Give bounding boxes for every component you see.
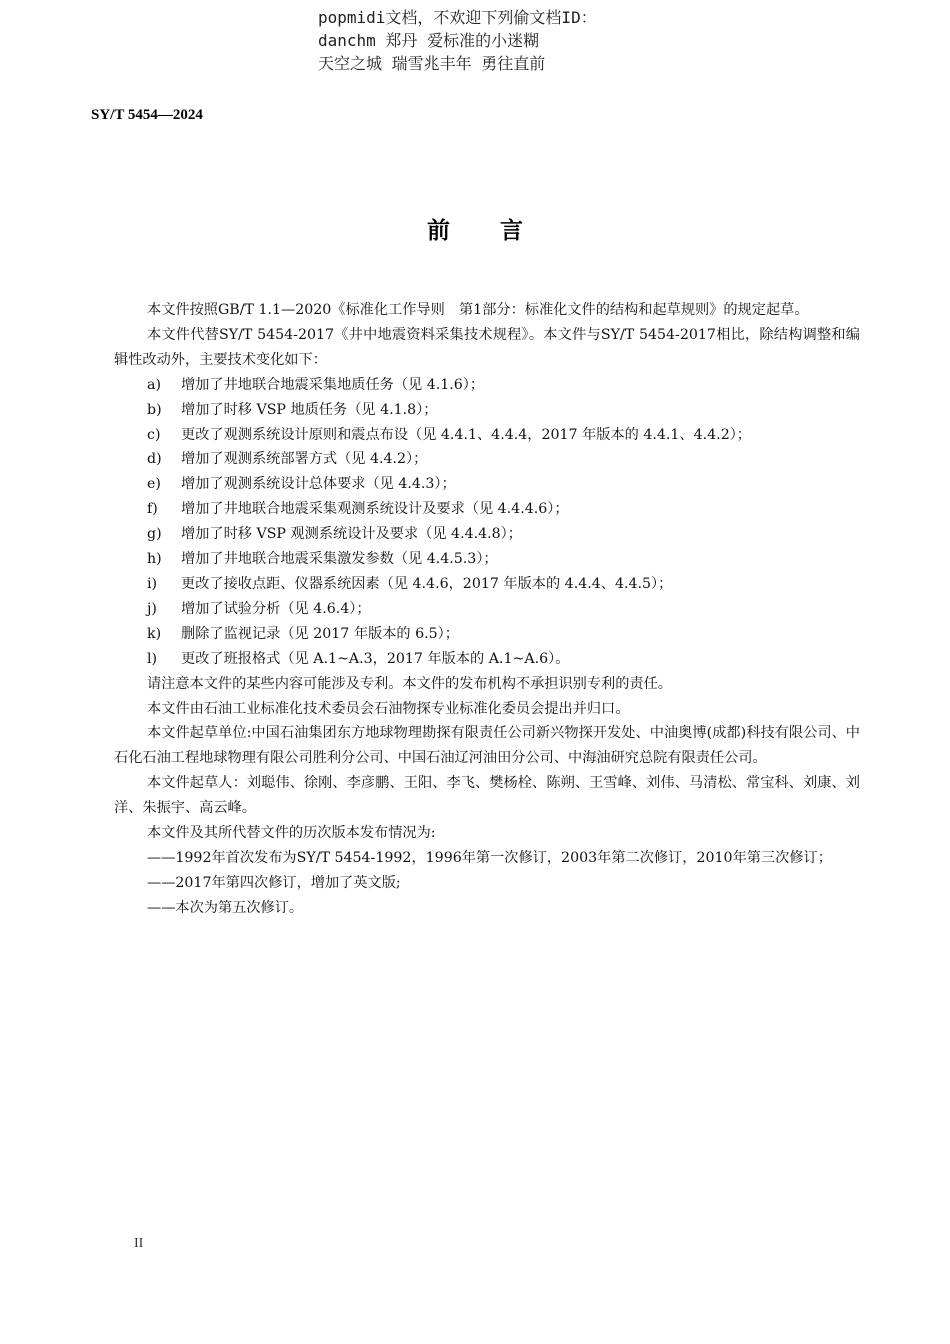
patent-notice: 请注意本文件的某些内容可能涉及专利。本文件的发布机构不承担识别专利的责任。 [147,675,672,692]
list-item-text: 增加了井地联合地震采集激发参数（见 4.4.5.3）； [181,551,498,568]
list-marker: h) [147,551,162,568]
list-item [114,398,860,423]
list-item [114,622,860,647]
history-heading: 本文件及其所代替文件的历次版本发布情况为: [147,825,436,842]
page-title: 前言 [427,218,573,244]
list-marker: b) [147,401,162,418]
watermark-line-3: 天空之城 瑞雪兆丰年 勇往直前 [318,54,546,73]
watermark-line-1: popmidi文档，不欢迎下列偷文档ID： [318,8,597,27]
list-marker: c) [147,426,161,443]
standard-code: SY/T 5454—2024 [91,107,203,123]
history-item: ——2017年第四次修订，增加了英文版; [147,874,401,891]
list-marker: i) [147,575,158,592]
list-marker: e) [147,476,161,493]
drafters-paragraph: 本文件起草人：刘聪伟、徐刚、李彦鹏、王阳、李飞、樊杨栓、陈朔、王雪峰、刘伟、马清松、常宝科、刘康、刘洋、朱振宇、高云峰。 [114,775,860,817]
list-item-text: 增加了时移 VSP 地质任务（见 4.1.8）； [181,401,438,418]
proposer-paragraph: 本文件由石油工业标准化技术委员会石油物探专业标准化委员会提出并归口。 [147,700,630,717]
list-marker: d) [147,451,162,468]
list-item [114,423,860,448]
list-marker: f) [147,501,158,518]
list-item [114,447,860,472]
list-marker: l) [147,650,158,667]
list-item-text: 删除了监视记录（见 2017 年版本的 6.5）； [181,625,459,642]
list-item-text: 更改了观测系统设计原则和震点布设（见 4.4.1、4.4.4，2017 年版本的 4.4.1、4.4.2）； [181,426,751,443]
list-item-text: 增加了试验分析（见 4.6.4）； [181,600,371,617]
list-item-text: 增加了井地联合地震采集观测系统设计及要求（见 4.4.4.6）； [181,501,569,518]
foreword-body [114,298,860,921]
watermark [318,6,597,75]
list-item [114,597,860,622]
changes-list [114,373,860,672]
list-item-text: 增加了时移 VSP 观测系统设计及要求（见 4.4.4.8）； [181,526,522,543]
list-marker: a) [147,376,161,393]
list-item-text: 更改了班报格式（见 A.1~A.3，2017 年版本的 A.1~A.6）。 [181,650,570,667]
page-number: II [134,1236,144,1251]
watermark-line-2: danchm 郑丹 爱标准的小迷糊 [318,31,540,50]
list-item-text: 更改了接收点距、仪器系统因素（见 4.4.6，2017 年版本的 4.4.4、4.4.5）； [181,575,673,592]
list-item-text: 增加了井地联合地震采集地质任务（见 4.1.6）； [181,376,485,393]
list-item [114,522,860,547]
list-marker: g) [147,526,162,543]
list-item [114,572,860,597]
list-item [114,472,860,497]
list-item [114,373,860,398]
intro-paragraph-1: 本文件按照GB/T 1.1—2020《标准化工作导则 第1部分：标准化文件的结构和起草规则》的规定起草。 [147,302,809,318]
list-item [114,497,860,522]
history-item: ——本次为第五次修订。 [147,899,304,916]
list-item [114,547,860,572]
intro-paragraph-2: 本文件代替SY/T 5454-2017《井中地震资料采集技术规程》。本文件与SY/T 5454-2017相比，除结构调整和编辑性改动外，主要技术变化如下： [114,326,860,368]
list-marker: j) [147,600,157,617]
list-item [114,647,860,672]
drafting-units-paragraph: 本文件起草单位:中国石油集团东方地球物理勘探有限责任公司新兴物探开发处、中油奥博(成都)科技有限公司、中石化石油工程地球物理有限公司胜利分公司、中国石油辽河油田分公司、中海油研究总院有限责任公司。 [114,725,860,767]
list-item-text: 增加了观测系统设计总体要求（见 4.4.3）； [181,476,456,493]
history-item: ——1992年首次发布为SY/T 5454-1992，1996年第一次修订，2003年第二次修订，2010年第三次修订； [147,849,832,866]
list-marker: k) [147,625,162,642]
list-item-text: 增加了观测系统部署方式（见 4.4.2）； [181,451,428,468]
